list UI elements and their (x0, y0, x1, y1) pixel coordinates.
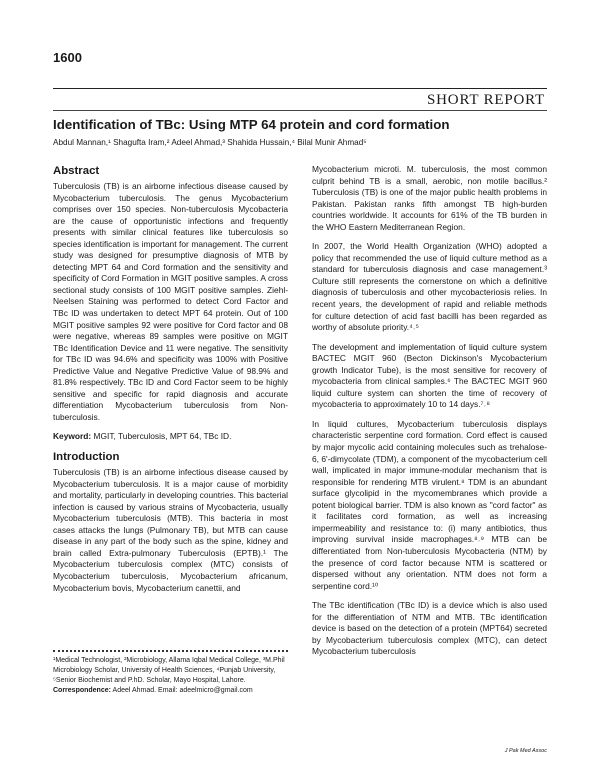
introduction-text: Tuberculosis (TB) is an airborne infectious disease caused by Mycobacterium tuberculosis. It is a major cause of morbidity and mortality, particularly in developing countries. This bacterial infection is caused by various strains of Mycobacteria, usually Mycobacterium tuberculosis (MTB). This bacteria in most cases attacks the lungs (Pulmonary TB), but MTB can cause disease in any part of the body such as the spine, kidney and brain called Extra-pulmonary Tuberculosis (EPTB).¹ The Mycobacterium tuberculosis complex (MTC) consists of Mycobacterium tuberculosis, Mycobacterium africanum, Mycobacterium bovis, Mycobacterium canettii, and (53, 467, 288, 593)
correspondence-label: Correspondence: (53, 687, 111, 694)
author-list: Abdul Mannan,¹ Shagufta Iram,² Adeel Ahmad,³ Shahida Hussain,⁴ Bilal Munir Ahmad⁵ (53, 138, 367, 147)
right-paragraph-2: In 2007, the World Health Organization (WHO) adopted a policy that recommended the use of liquid culture method as a standard for tuberculosis diagnosis and case management.³ Culture still represents the cornerstone on which a definitive diagnosis of tuberculosis and other mycobacteriosis relies. In recent years, the development of rapid and reliable methods for culture detection of acid fast bacilli has been regarded as worthy of absolute priority.⁴˒⁵ (312, 241, 547, 333)
title-rule (53, 110, 547, 111)
right-paragraph-5: The TBc identification (TBc ID) is a device which is also used for the differentiation of NTM and MTB. TBc identification device is based on the detection of a protein (MPT64) secreted by Mycobacterium tuberculosis complex (MTC), can detect Mycobacterium tuberculosis (312, 600, 547, 657)
article-title: Identification of TBc: Using MTP 64 protein and cord formation (53, 117, 450, 132)
correspondence (53, 686, 288, 696)
footnotes (53, 650, 288, 696)
right-paragraph-3: The development and implementation of liquid culture system BACTEC MGIT 960 (Becton Dickinson's Mycobacterium growth Indicator Tube), is the most sensitive for recovery of mycobacteria from clinical samples.⁶ The BACTEC MGIT 960 liquid culture system can shorten the time of recovery of mycobacteria to approximately 10 to 14 days.⁷˒⁸ (312, 341, 547, 410)
correspondence-text: Adeel Ahmad. Email: adeelmicro@gmail.com (112, 687, 253, 694)
abstract-text: Tuberculosis (TB) is an airborne infectious disease caused by Mycobacterium tuberculosis. The genus Mycobacterium comprises over 150 species. Non-tuberculosis Mycobacteria are the cause of opportunistic infections and frequently presents with similar clinical features like tuberculosis so species identification is important for management. The current study was designed for presumptive diagnosis of MTB by detecting MPT 64 and Cord formation and the sensitivity and specificity of Cord Formation in MGIT positive samples. A cross sectional study consists of 100 MGIT positive samples. Ziehl-Neelsen Staining was performed to detect Cord Factor and TBc ID was undertaken to detect MPT 64 protein. Out of 100 MGIT positive samples 92 were positive for Cord factor and 08 were negative, whereas 89 samples were positive on MGIT TBc Identification Device and 11 were negative. The sensitivity for TBc ID was 94.6% and specificity was 100% with Positive Predictive Value and Negative Predictive Value of 98.9% and 81.8% respectively. TBc ID and Cord Factor seem to be highly sensitive and specific for rapid diagnosis and accurate differentiation Mycobacterium tuberculosis from Non-tuberculosis. (53, 181, 288, 422)
header-rule (53, 88, 547, 89)
keywords-label: Keyword: (53, 431, 92, 442)
abstract-heading: Abstract (53, 165, 100, 177)
keywords (53, 431, 288, 443)
left-column (53, 165, 288, 602)
section-label: SHORT REPORT (427, 92, 545, 108)
right-column (312, 164, 547, 666)
right-paragraph-4: In liquid cultures, Mycobacterium tuberculosis displays characteristic serpentine cord formation. Cord effect is caused by major mycolic acid containing molecules such as trehalose-6, 6'-dimycolate (TDM), a component of the mycobacterium cell wall, implicated in major immune-modular mechanism that is responsible for rendering MTB virulent.⁸ TDM is an abundant surface glycolipid in the mycomembranes which provide a potent biological barrier. TDM is also known as "cord factor" as it facilitates cord formation, as well as increasing impermeability and resistance to: (i) many antibiotics, thus improving survival inside macrophages.⁸˒⁹ MTB can be differentiated from Non-tuberculosis Mycobacteria (NTM) by the presence of cord factor because NTM is scattered or dispersed without any orientation. NTM does not form a serpentine cord.¹⁰ (312, 418, 547, 591)
affiliations: ¹Medical Technologist, ²Microbiology, Allama Iqbal Medical College, ³M.Phil Microbiology Scholar, University of Health Sciences, ⁴Punjab University, ⁵Senior Biochemist and P.hD. Scholar, Mayo Hospital, Lahore. (53, 657, 285, 684)
keywords-text: MGIT, Tuberculosis, MPT 64, TBc ID. (93, 431, 232, 442)
page-number: 1600 (53, 50, 82, 65)
introduction-heading: Introduction (53, 451, 120, 464)
journal-footer: J Pak Med Assoc (504, 748, 547, 754)
footnote-divider (53, 650, 288, 652)
right-paragraph-1: Mycobacterium microti. M. tuberculosis, the most common culprit behind TB is a small, aerobic, non motile bacillus.² Tuberculosis (TB) is one of the major public health problems in Pakistan. Pakistan ranks fifth amongst TB high-burden countries worldwide. It accounts for 61% of the TB burden in the WHO Eastern Mediterranean Region. (312, 164, 547, 232)
